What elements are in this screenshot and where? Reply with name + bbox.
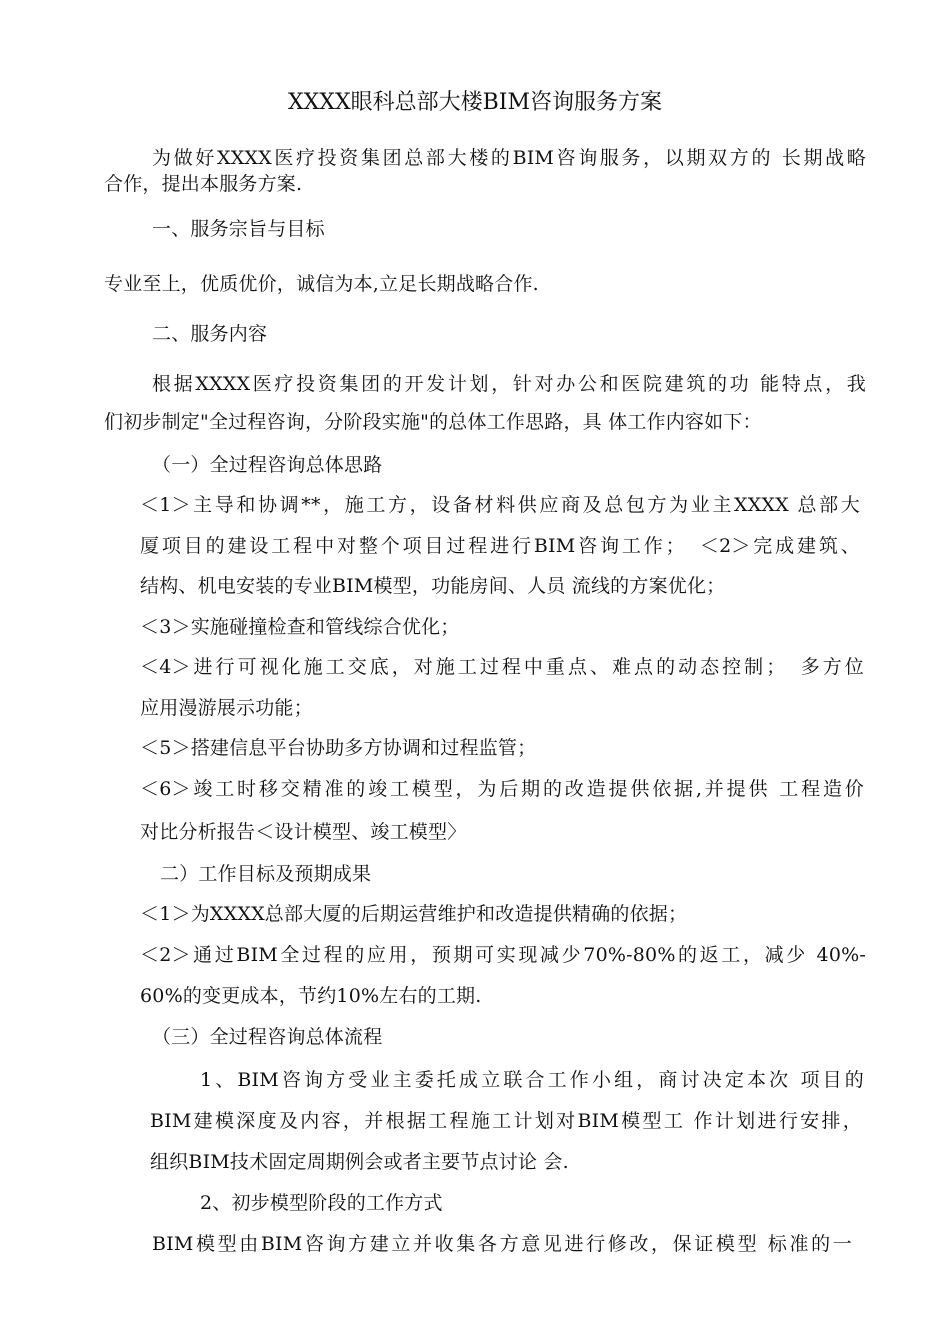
list-line: ＜2＞通过BIM全过程的应用，预期可实现减少70%-80%的返工，减少 40%-: [140, 944, 866, 966]
section-heading-1: 一、服务宗旨与目标: [152, 218, 325, 240]
list-line: 60%的变更成本，节约10%左右的工期.: [140, 985, 482, 1007]
paragraph-line: 1、BIM咨询方受业主委托成立联合工作小组，商讨决定本次 项目的: [200, 1069, 864, 1091]
list-line: ＜4＞进行可视化施工交底，对施工过程中重点、难点的动态控制； 多方位: [140, 656, 864, 678]
intro-line-1: 为做好XXXX医疗投资集团总部大楼的BIM咨询服务，以期双方的 长期战略: [152, 147, 866, 169]
subsection-heading-2: 二）工作目标及预期成果: [160, 863, 372, 885]
list-line: ＜1＞为XXXX总部大厦的后期运营维护和改造提供精确的依据；: [140, 903, 688, 925]
paragraph-line: 根据XXXX医疗投资集团的开发计划，针对办公和医院建筑的功 能特点，我: [152, 373, 866, 395]
list-line: ＜1＞主导和协调**，施工方，设备材料供应商及总包方为业主XXXX 总部大: [140, 494, 860, 516]
list-line: ＜3＞实施碰撞检查和管线综合优化；: [140, 616, 460, 638]
subsection-heading-3: （三）全过程咨询总体流程: [152, 1026, 383, 1048]
intro-line-2: 合作，提出本服务方案.: [104, 173, 303, 195]
paragraph-line: BIM建模深度及内容，并根据工程施工计划对BIM模型工 作计划进行安排，: [150, 1110, 862, 1132]
list-line: 应用漫游展示功能；: [140, 697, 313, 719]
paragraph-line: 专业至上，优质优价，诚信为本,立足长期战略合作.: [104, 273, 539, 295]
paragraph-line: 组织BIM技术固定周期例会或者主要节点讨论 会.: [150, 1151, 569, 1173]
list-line: ＜5＞搭建信息平台协助多方协调和过程监管；: [140, 737, 537, 759]
paragraph-line: BIM模型由BIM咨询方建立并收集各方意见进行修改，保证模型 标准的一: [152, 1233, 852, 1255]
list-line: ＜6＞竣工时移交精准的竣工模型，为后期的改造提供依据,并提供 工程造价: [140, 778, 864, 800]
list-line: 结构、机电安装的专业BIM模型，功能房间、人员 流线的方案优化；: [140, 575, 726, 597]
subsection-heading-4: 2、初步模型阶段的工作方式: [200, 1192, 443, 1214]
document-title: XXXX眼科总部大楼BIM咨询服务方案: [287, 90, 663, 115]
list-line: 对比分析报告＜设计模型、竣工模型〉: [140, 821, 467, 843]
list-line: 厦项目的建设工程中对整个项目过程进行BIM咨询工作； ＜2＞完成建筑、: [140, 535, 860, 557]
subsection-heading-1: （一）全过程咨询总体思路: [152, 454, 383, 476]
section-heading-2: 二、服务内容: [152, 323, 268, 345]
paragraph-line: 们初步制定"全过程咨询，分阶段实施"的总体工作思路，具 体工作内容如下：: [104, 411, 762, 433]
